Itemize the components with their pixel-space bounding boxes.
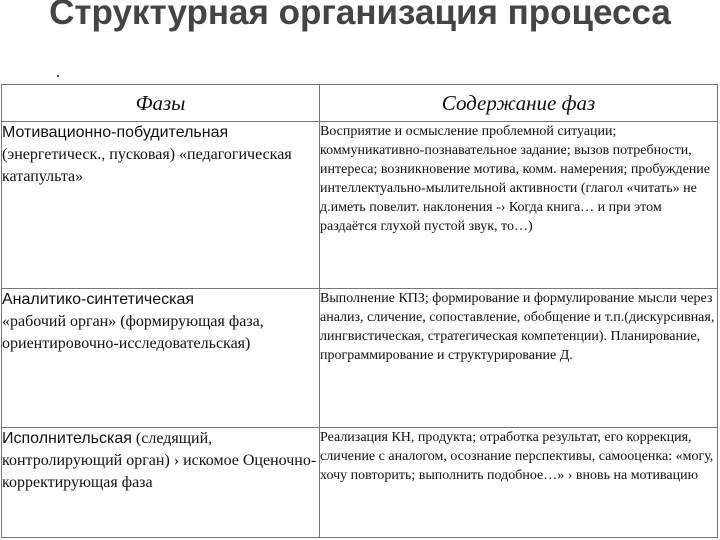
table-row bbox=[2, 122, 718, 289]
decorative-dot bbox=[57, 75, 59, 77]
phase-cell bbox=[2, 427, 320, 538]
slide-title: Структурная организация процесса bbox=[49, 0, 671, 32]
phase-name: Исполнительская bbox=[2, 429, 132, 447]
content-cell: Восприятие и осмысление проблемной ситуации; коммуникативно-познавательное задание; вызов потребности, интереса; возникновение мотива, комм. намерения; пробуждение интеллектуально-мылительной активности (глагол «читать» не д.иметь повелит. наклонения -› Когда книга… и при этом раздаётся глухой пустой звук, то…) bbox=[320, 122, 718, 289]
phases-table bbox=[1, 84, 718, 538]
phase-name: Мотивационно-побудительная bbox=[2, 124, 229, 142]
phase-description: (следящий, контролирующий орган) › искомое Оценочно-корректирующая фаза bbox=[2, 429, 317, 491]
table-header-row bbox=[2, 85, 718, 122]
content-cell: Выполнение КПЗ; формирование и формулирование мысли через анализ, сличение, сопоставление, обобщение и т.п.(дискурсивная, лингвистическая, стратегическая компетенции). Планирование, программирование и структурирование Д. bbox=[320, 288, 718, 427]
table-row bbox=[2, 427, 718, 538]
phase-description: «рабочий орган» (формирующая фаза, ориентировочно-исследовательская) bbox=[2, 312, 264, 352]
phase-cell bbox=[2, 288, 320, 427]
phase-name: Аналитико-синтетическая bbox=[2, 290, 195, 308]
phase-description: (энергетическ., пусковая) «педагогическая катапульта» bbox=[2, 146, 292, 186]
phase-cell bbox=[2, 122, 320, 289]
header-phases: Фазы bbox=[2, 85, 320, 122]
content-cell: Реализация КН, продукта; отработка результат, его коррекция, сличение с аналогом, осознание перспективы, самооценка: «могу, хочу повторить; выполнить подобное…» › вновь на мотивацию bbox=[320, 427, 718, 538]
table-row bbox=[2, 288, 718, 427]
header-content: Содержание фаз bbox=[320, 85, 718, 122]
